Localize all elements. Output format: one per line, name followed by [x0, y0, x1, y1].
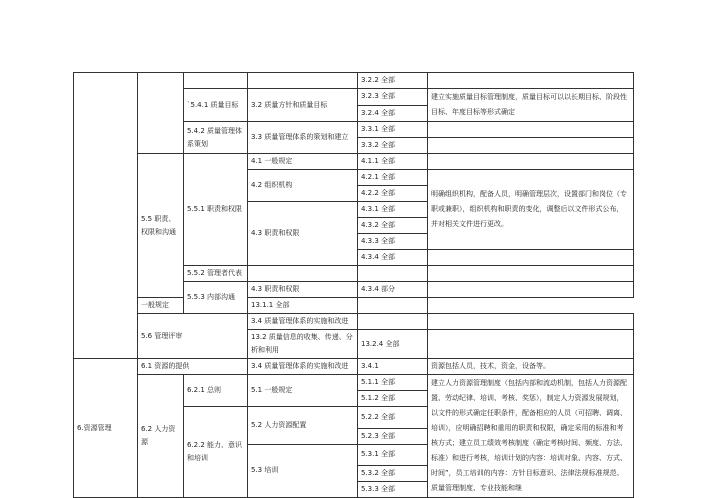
- table-cell: 5.2 人力资源配置: [248, 407, 358, 445]
- clause-mapping-table: [73, 72, 634, 498]
- table-cell: [428, 154, 634, 170]
- table-cell: [358, 314, 428, 330]
- table-cell: 5.5.1 职责和权限: [184, 154, 248, 266]
- table-cell: [138, 73, 184, 154]
- table-cell: [428, 122, 634, 138]
- table-cell: 5.3 培训: [248, 444, 358, 498]
- table-cell: 5.2.2 全部: [358, 407, 428, 429]
- table-cell: 4.1 一般规定: [248, 154, 358, 170]
- table-cell: [358, 298, 428, 314]
- table-cell: 4.3 职责和权限: [248, 202, 358, 266]
- table-cell: 6.2 人力资源: [138, 375, 184, 498]
- table-cell: 3.3.2 全部: [358, 138, 428, 154]
- table-cell: 建立人力资源管理制度（包括内部和流动机制，包括人力资源配置、劳动纪律、培训、考核、奖惩），制定人力资源发展规划，以文件的形式确定任职条件，配备相应的人员（可招聘、调离、培训），应明确招聘和重用的职责和权限，确定采用的标准和考核方式；建立员工绩效考核制度（确定考核时间、频度、方法、标准）和进行考核，培训计划的内容：培训对象、内容、方式、时间”，员工培训的内容：方针目标意识、法律法规标准规范、质量管理制度、专业技能和继: [428, 375, 634, 498]
- table-cell: 5.3.2 全部: [358, 466, 428, 482]
- table-cell: 4.3.1 全部: [358, 202, 428, 218]
- table-cell: 5.4.2 质量管理体系策划: [184, 122, 248, 154]
- table-cell: 4.3.4 全部: [358, 250, 428, 266]
- table-cell: 4.2.1 全部: [358, 170, 428, 186]
- table-cell: [248, 73, 358, 89]
- table-cell: 3.2.4 全部: [358, 105, 428, 122]
- table-cell: 3.3.1 全部: [358, 122, 428, 138]
- table-row: [74, 73, 634, 89]
- table-cell: [428, 282, 634, 298]
- table-cell: [428, 314, 634, 330]
- table-cell: 5.6 管理评审: [138, 314, 248, 359]
- table-cell: 4.3.2 全部: [358, 218, 428, 234]
- table-cell: 3.2 质量方针和质量目标: [248, 89, 358, 122]
- table-cell: 4.1.1 全部: [358, 154, 428, 170]
- table-cell: 5.1 一般规定: [248, 375, 358, 407]
- table-cell: [428, 330, 634, 359]
- table-cell: 13.2.4 全部: [358, 330, 428, 359]
- table-cell: 6.2.2 能力、意识和培训: [184, 407, 248, 498]
- table-cell: [428, 73, 634, 89]
- table-cell: 3.3 质量管理体系的策划和建立: [248, 122, 358, 154]
- table-cell: 6.1 资源的提供: [138, 359, 248, 375]
- table-cell: 3.4 质量管理体系的实施和改进: [248, 314, 358, 330]
- table-cell: 明确组织机构，配备人员，明确管理层次，设置部门和岗位（专职或兼职），组织机构和职责的变化，调整后以文件形式公布，并对相关文件进行更改。: [428, 170, 634, 250]
- table-cell: 5.2.3 全部: [358, 428, 428, 444]
- table-cell: `5.4.1 质量目标: [184, 89, 248, 122]
- table-cell: 5.1.2 全部: [358, 391, 428, 407]
- table-cell: 5.1.1 全部: [358, 375, 428, 391]
- table-cell: 4.3 职责和权限: [248, 282, 358, 298]
- table-cell: 3.4.1: [358, 359, 428, 375]
- table-cell: 建立实施质量目标管理制度，质量目标可以以长期目标、阶段性目标、年度目标等形式确定: [428, 89, 634, 122]
- table-cell: 5.5.3 内部沟通: [184, 282, 248, 314]
- table-cell: 13.2 质量信息的收集、传递、分析和利用: [248, 330, 358, 359]
- table-cell: 3.2.2 全部: [358, 73, 428, 89]
- table-row: [74, 298, 634, 314]
- table-cell: 4.3.3 全部: [358, 234, 428, 250]
- table-row: [74, 314, 634, 330]
- table-cell: 5.5 职责、权限和沟通: [138, 154, 184, 298]
- table-cell: [428, 250, 634, 266]
- table-cell: [428, 138, 634, 154]
- table-cell: 5.5.2 管理者代表: [184, 266, 248, 282]
- table-cell: [74, 73, 138, 359]
- table-cell: [248, 266, 358, 282]
- table-cell: 13.1.1 全部: [248, 298, 358, 314]
- table-cell: 4.3.4 部分: [358, 282, 428, 298]
- table-cell: 6.2.1 总则: [184, 375, 248, 407]
- table-cell: [184, 73, 248, 89]
- table-row: [74, 154, 634, 170]
- table-cell: 5.3.3 全部: [358, 482, 428, 498]
- table-row: [74, 359, 634, 375]
- table-row: [74, 375, 634, 391]
- table-cell: [428, 266, 634, 282]
- table-cell: [358, 266, 428, 282]
- table-cell: 6.资源管理: [74, 359, 138, 498]
- table-cell: 一般规定: [138, 298, 184, 314]
- table-cell: 3.4 质量管理体系的实施和改进: [248, 359, 358, 375]
- table-cell: 4.2.2 全部: [358, 186, 428, 202]
- table-cell: 3.2.3 全部: [358, 89, 428, 106]
- table-cell: 5.3.1 全部: [358, 444, 428, 466]
- table-cell: 4.2 组织机构: [248, 170, 358, 202]
- table-cell: 资源包括人员，技术，资金，设备等。: [428, 359, 634, 375]
